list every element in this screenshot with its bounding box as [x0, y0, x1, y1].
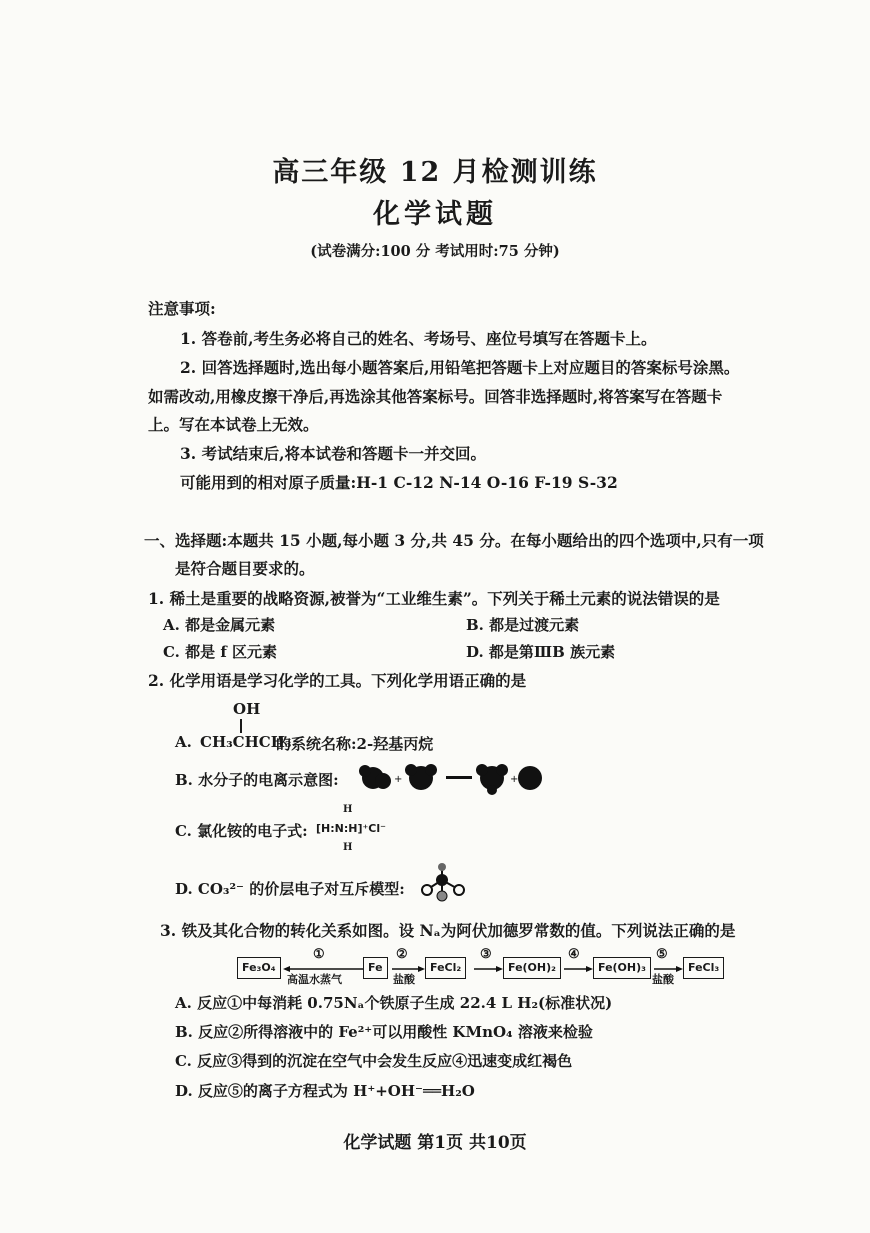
step-1-label: ① [313, 947, 325, 962]
q3-option-d: D. 反应⑤的离子方程式为 H⁺+OH⁻══H₂O [175, 1082, 475, 1100]
electron-formula-bottom-h: H [343, 842, 353, 853]
svg-text:+: + [510, 774, 519, 785]
electron-formula-top-h: H [343, 804, 353, 815]
step-3-label: ③ [480, 947, 492, 962]
water-ionization-diagram [355, 760, 545, 796]
atomic-masses: 可能用到的相对原子质量:H-1 C-12 N-14 O-16 F-19 S-32 [180, 473, 618, 492]
svg-text:+: + [394, 774, 403, 785]
notice-item-1: 1. 答卷前,考生务必将自己的姓名、考场号、座位号填写在答题卡上。 [180, 329, 657, 348]
exam-info: (试卷满分:100 分 考试用时:75 分钟) [310, 243, 560, 260]
notice-item-2c: 上。写在本试卷上无效。 [148, 415, 319, 434]
q2-option-c: C. 氯化铵的电子式: [175, 822, 308, 840]
q1-option-d: D. 都是第ⅢB 族元素 [466, 643, 616, 661]
condition-2-label: 盐酸 [393, 973, 415, 986]
notice-item-2b: 如需改动,用橡皮擦干净后,再选涂其他答案标号。回答非选择题时,将答案写在答题卡 [148, 387, 723, 406]
page-footer: 化学试题 第1页 共10页 [343, 1133, 527, 1153]
notice-heading: 注意事项: [148, 299, 216, 318]
equilibrium-arrow [446, 776, 472, 779]
q2-a-oh: OH [233, 700, 261, 718]
notice-item-3: 3. 考试结束后,将本试卷和答题卡一并交回。 [180, 444, 486, 463]
q1-option-b: B. 都是过渡元素 [466, 616, 580, 634]
box-fe3o4: Fe₃O₄ [237, 957, 281, 979]
section-1-heading: 一、选择题:本题共 15 小题,每小题 3 分,共 45 分。在每小题给出的四个选项中,只有一项 [144, 531, 764, 550]
condition-1-label: 高温水蒸气 [287, 973, 342, 986]
q1-stem: 1. 稀土是重要的战略资源,被誉为“工业维生素”。下列关于稀土元素的说法错误的是 [148, 589, 720, 608]
q2-option-b: B. 水分子的电离示意图: [175, 771, 339, 789]
box-fecl3: FeCl₃ [683, 957, 724, 979]
step-4-label: ④ [568, 947, 580, 962]
condition-5-label: 盐酸 [652, 973, 674, 986]
q2-option-d: D. CO₃²⁻ 的价层电子对互斥模型: [175, 880, 405, 898]
section-1-heading-cont: 是符合题目要求的。 [175, 559, 315, 578]
q2-stem: 2. 化学用语是学习化学的工具。下列化学用语正确的是 [148, 671, 527, 690]
subject-title: 化学试题 [373, 199, 497, 230]
step-2-label: ② [396, 947, 408, 962]
q2-a-text: 的系统名称:2-羟基丙烷 [276, 735, 434, 753]
flow-arrows [280, 960, 700, 980]
q2-a-label: A. [175, 733, 192, 751]
ammonium-chloride-electron-formula: [H:N:H]⁺Cl⁻ [316, 822, 386, 835]
q1-option-a: A. 都是金属元素 [163, 616, 276, 634]
q3-option-b: B. 反应②所得溶液中的 Fe²⁺可以用酸性 KMnO₄ 溶液来检验 [175, 1023, 593, 1041]
box-fe-oh-2: Fe(OH)₂ [503, 957, 561, 979]
q3-option-a: A. 反应①中每消耗 0.75Nₐ个铁原子生成 22.4 L H₂(标准状况) [175, 994, 613, 1012]
exam-title: 高三年级 12 月检测训练 [272, 157, 598, 188]
notice-item-2a: 2. 回答选择题时,选出每小题答案后,用铅笔把答题卡上对应题目的答案标号涂黑。 [180, 358, 740, 377]
box-fe: Fe [363, 957, 388, 979]
q2-a-bond [240, 719, 242, 733]
q1-option-c: C. 都是 f 区元素 [163, 643, 278, 661]
q3-option-c: C. 反应③得到的沉淀在空气中会发生反应④迅速变成红褐色 [175, 1052, 573, 1070]
molecule-blob [518, 766, 542, 790]
q2-a-formula: CH₃CHCH₃ [200, 733, 292, 751]
step-5-label: ⑤ [656, 947, 668, 962]
vsepr-model-diagram [418, 862, 468, 904]
box-fecl2: FeCl₂ [425, 957, 466, 979]
q3-stem: 3. 铁及其化合物的转化关系如图。设 Nₐ为阿伏加德罗常数的值。下列说法正确的是 [160, 921, 736, 940]
central-atom [436, 874, 448, 886]
box-fe-oh-3: Fe(OH)₃ [593, 957, 651, 979]
